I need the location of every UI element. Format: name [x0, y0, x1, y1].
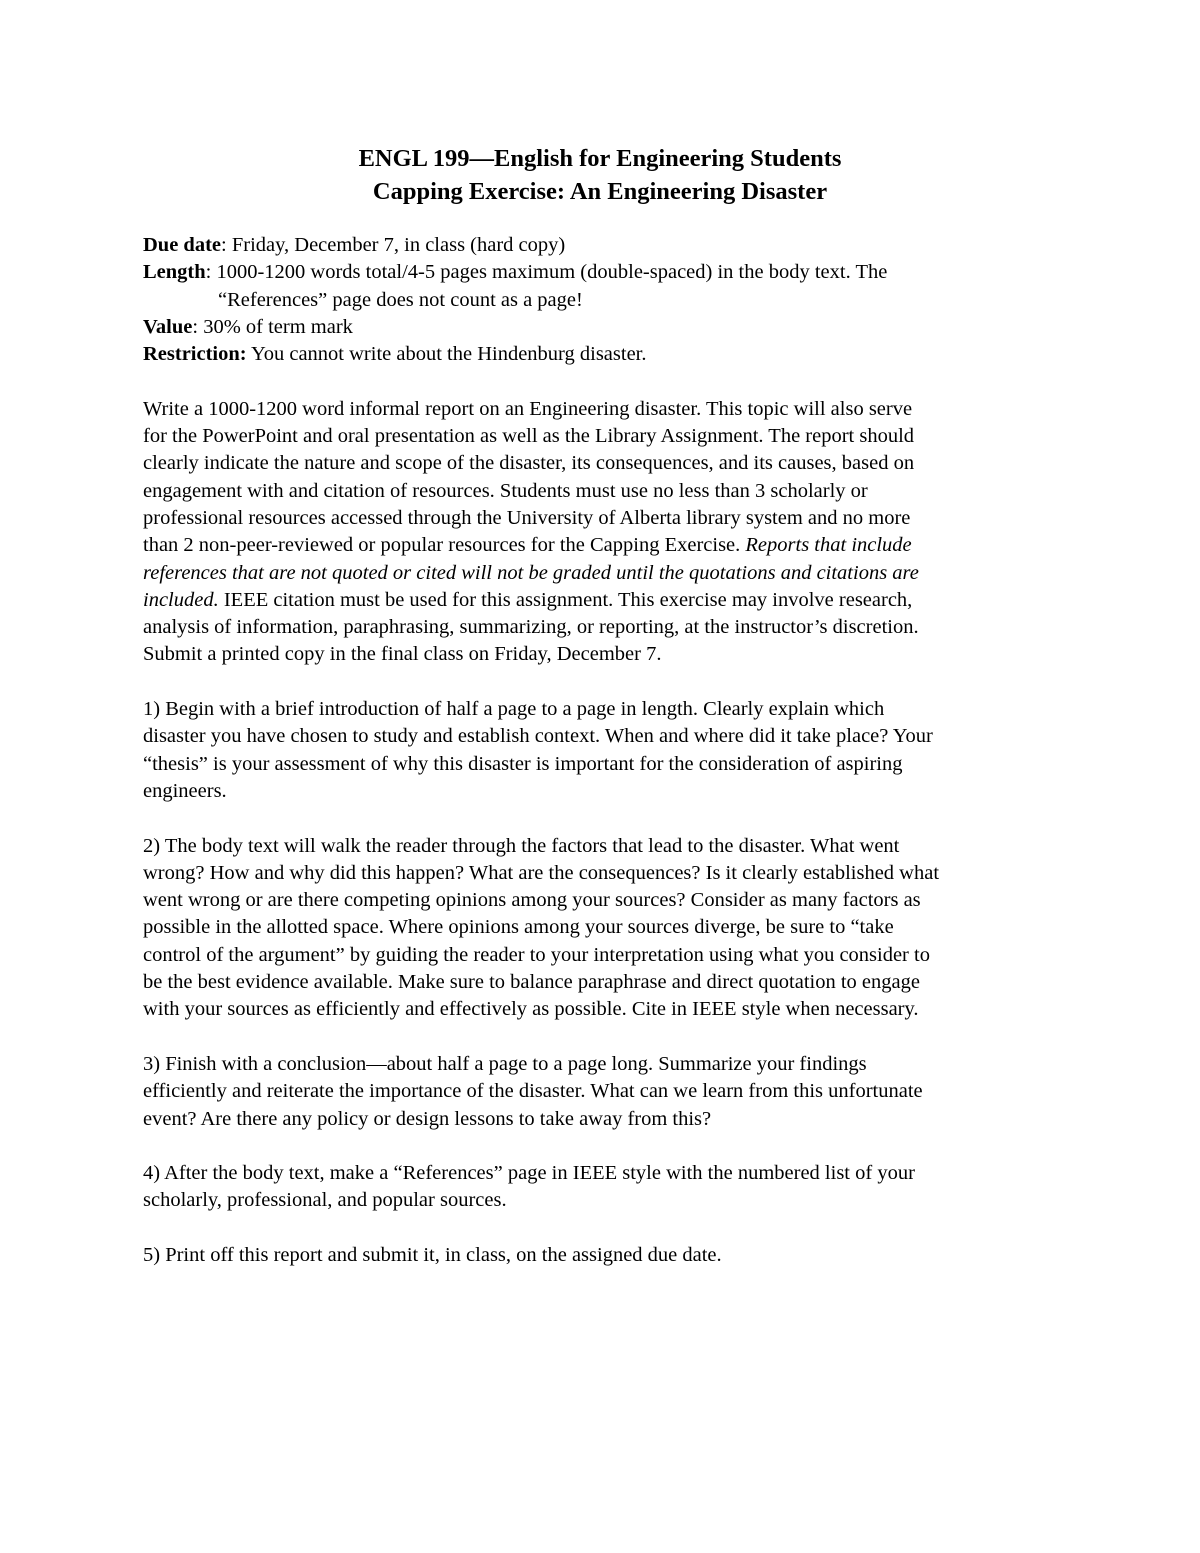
intro-line: for the PowerPoint and oral presentation as well as the Library Assignment. The report should	[143, 425, 915, 448]
step-2-paragraph	[143, 833, 1058, 1024]
step-5-paragraph	[143, 1242, 1058, 1269]
step-4-paragraph	[143, 1160, 1058, 1215]
intro-line: Write a 1000-1200 word informal report on an Engineering disaster. This topic will also serve	[143, 397, 913, 420]
intro-line	[143, 587, 1058, 614]
intro-line: analysis of information, paraphrasing, summarizing, or reporting, at the instructor’s discretion.	[143, 616, 919, 639]
step-line: possible in the allotted space. Where opinions among your sources diverge, be sure to “take	[143, 916, 894, 939]
assignment-details	[143, 232, 1058, 368]
step-line: efficiently and reiterate the importance of the disaster. What can we learn from this unfortunate	[143, 1080, 923, 1103]
step-line: 1) Begin with a brief introduction of half a page to a page in length. Clearly explain which	[143, 698, 885, 721]
restriction-line	[143, 341, 1058, 368]
step-1-paragraph	[143, 696, 1058, 805]
restriction-label: Restriction:	[143, 343, 247, 366]
intro-line: clearly indicate the nature and scope of the disaster, its consequences, and its causes, based on	[143, 452, 915, 475]
due-date-value: : Friday, December 7, in class (hard copy)	[221, 234, 566, 256]
intro-text: IEEE citation must be used for this assignment. This exercise may involve research,	[218, 588, 913, 611]
step-line: “thesis” is your assessment of why this disaster is important for the consideration of aspiring	[143, 752, 903, 775]
step-3-paragraph	[143, 1051, 1058, 1133]
step-line: be the best evidence available. Make sure to balance paraphrase and direct quotation to engage	[143, 971, 920, 994]
step-line: control of the argument” by guiding the reader to your interpretation using what you consider to	[143, 943, 930, 966]
step-line: 4) After the body text, make a “References” page in IEEE style with the numbered list of your	[143, 1162, 915, 1185]
step-line: scholarly, professional, and popular sources.	[143, 1189, 507, 1212]
value-label: Value	[143, 315, 193, 338]
step-line: 5) Print off this report and submit it, in class, on the assigned due date.	[143, 1243, 722, 1266]
due-date-line	[143, 232, 1058, 259]
value-value: : 30% of term mark	[192, 315, 353, 338]
step-line: event? Are there any policy or design lessons to take away from this?	[143, 1107, 712, 1130]
length-continuation: “References” page does not count as a page!	[218, 288, 583, 311]
step-line: disaster you have chosen to study and establish context. When and where did it take place? Your	[143, 725, 933, 748]
restriction-value: You cannot write about the Hindenburg disaster.	[246, 343, 647, 366]
step-line: went wrong or are there competing opinions among your sources? Consider as many factors as	[143, 889, 921, 912]
document-body	[143, 232, 1058, 1269]
step-line: with your sources as efficiently and effectively as possible. Cite in IEEE style when necessary.	[143, 998, 919, 1021]
step-line: wrong? How and why did this happen? What are the consequences? Is it clearly established what	[143, 861, 940, 884]
intro-line	[143, 532, 1058, 559]
length-label: Length	[143, 261, 206, 284]
course-title: ENGL 199—English for Engineering Students	[358, 145, 842, 172]
step-line: engineers.	[143, 779, 227, 802]
intro-italic-text: included.	[143, 588, 219, 611]
step-line: 3) Finish with a conclusion—about half a page to a page long. Summarize your findings	[143, 1052, 867, 1075]
intro-italic-line: references that are not quoted or cited will not be graded until the quotations and citations are	[143, 561, 919, 584]
document-title-block	[0, 142, 1200, 208]
due-date-label: Due date	[143, 234, 222, 256]
length-line	[143, 259, 1058, 286]
intro-italic-text: Reports that include	[745, 534, 912, 557]
assignment-title: Capping Exercise: An Engineering Disaster	[372, 178, 828, 205]
value-line	[143, 314, 1058, 341]
step-line: 2) The body text will walk the reader through the factors that lead to the disaster. What went	[143, 834, 900, 857]
intro-paragraph	[143, 396, 1058, 669]
intro-text: than 2 non-peer-reviewed or popular resources for the Capping Exercise.	[143, 534, 746, 557]
length-value: : 1000-1200 words total/4-5 pages maximum (double-spaced) in the body text. The	[205, 261, 888, 284]
intro-line: engagement with and citation of resources. Students must use no less than 3 scholarly or	[143, 479, 868, 502]
intro-line: professional resources accessed through the University of Alberta library system and no more	[143, 506, 911, 529]
intro-line: Submit a printed copy in the final class on Friday, December 7.	[143, 643, 662, 666]
